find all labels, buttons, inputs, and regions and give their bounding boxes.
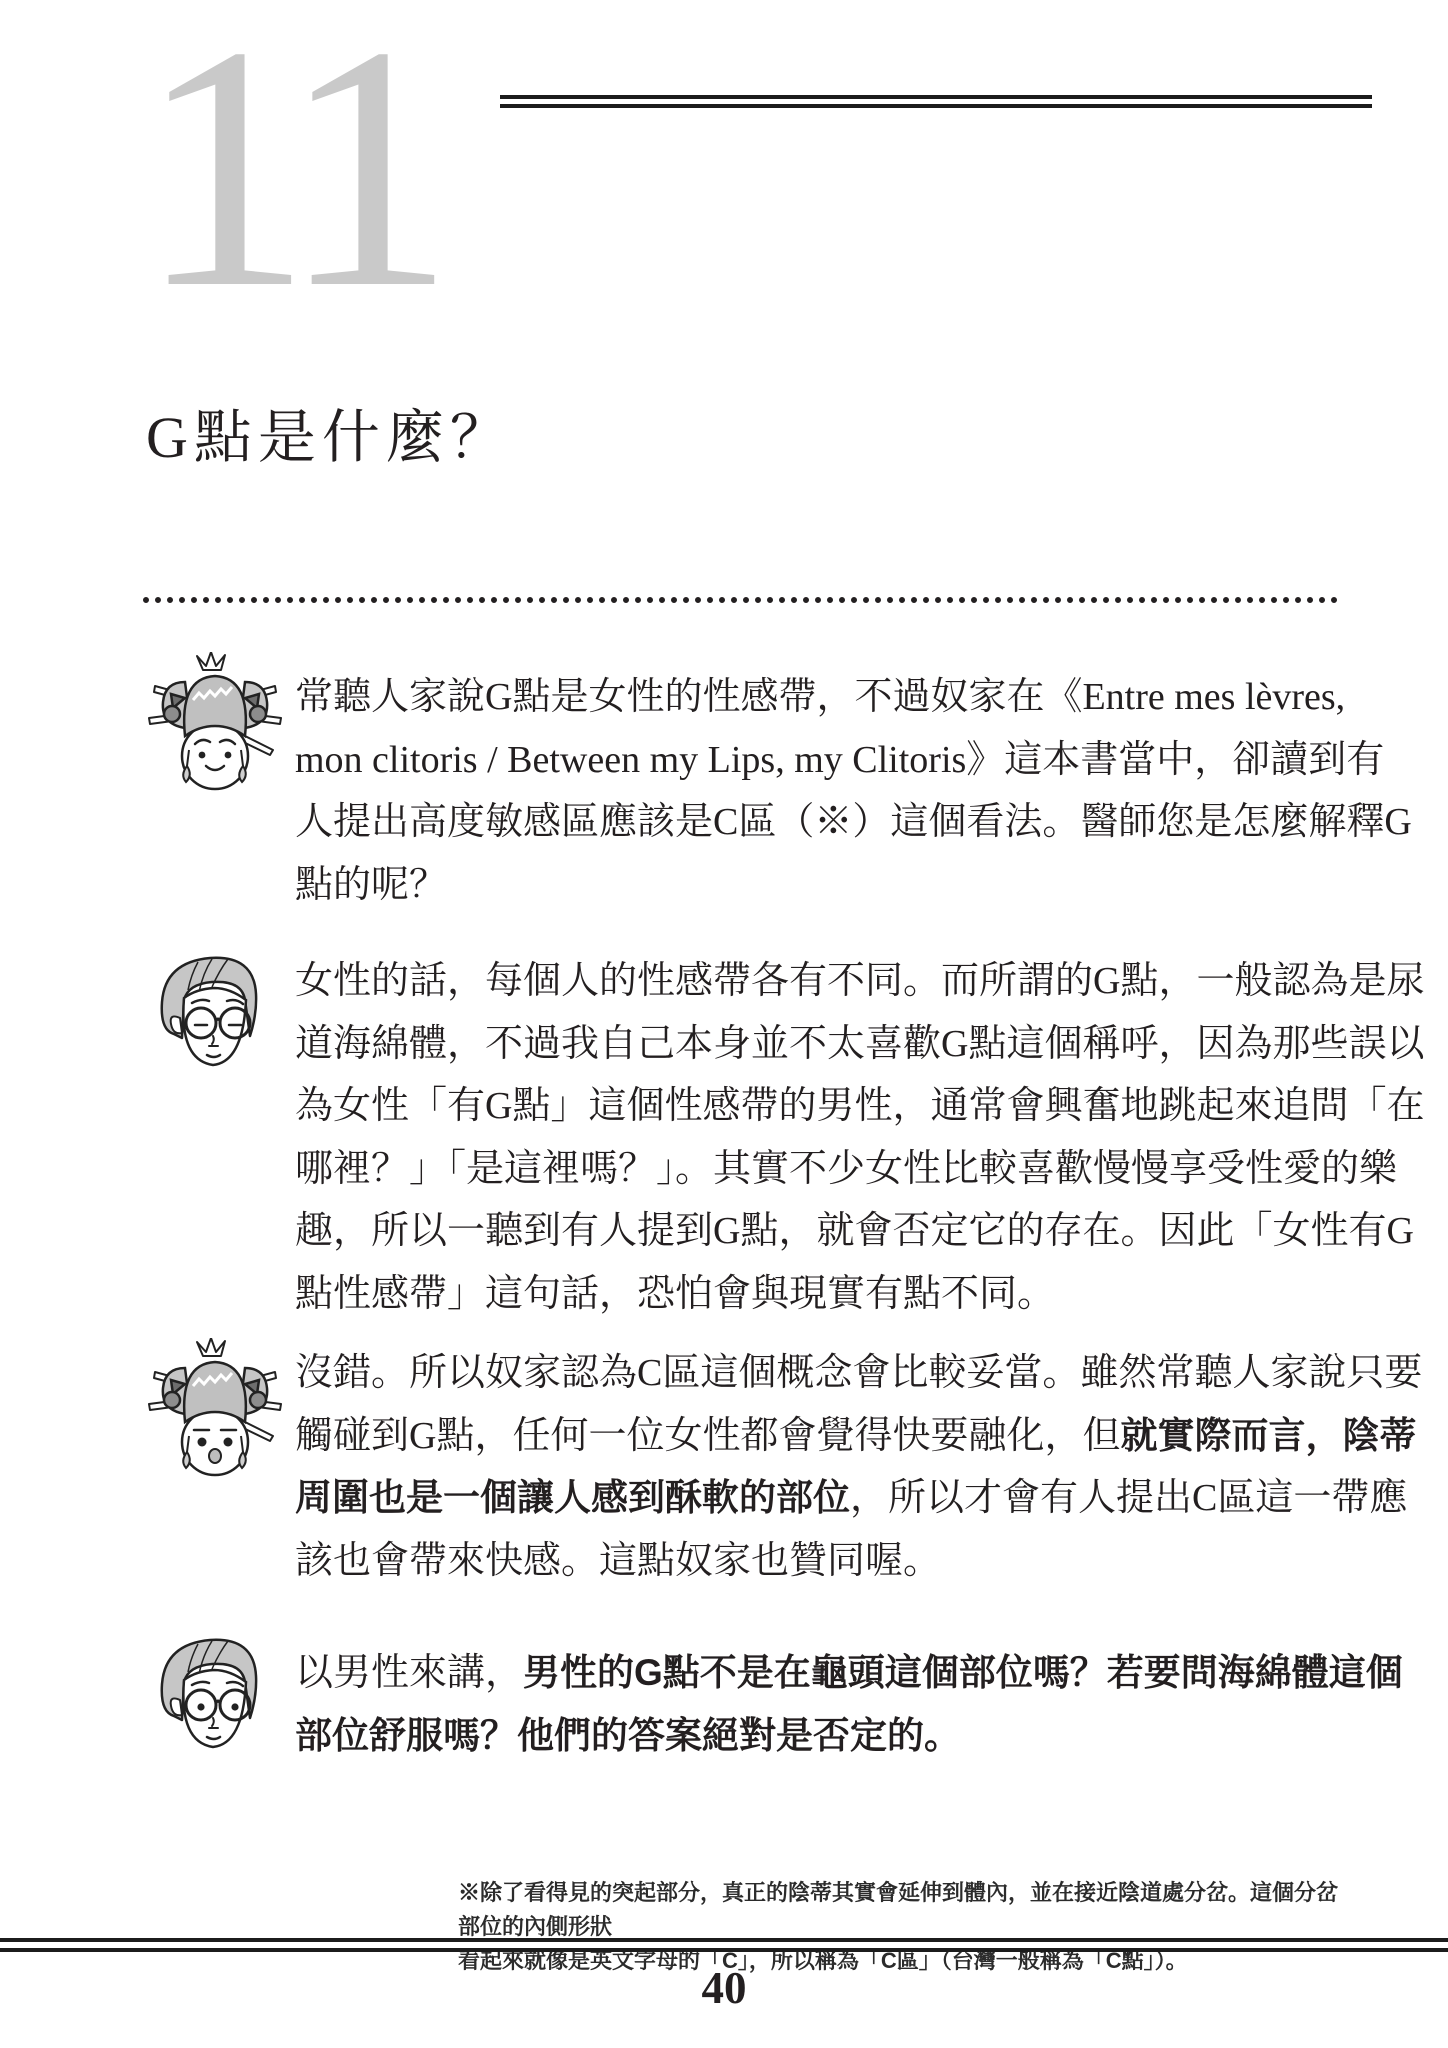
speech-text-bold: 就實際而言，陰蒂 xyxy=(1120,1414,1417,1456)
page-number: 40 xyxy=(701,1963,747,2013)
page-title: G點是什麼？ xyxy=(146,405,514,470)
speech-text: 女性的話，每個人的性感帶各有不同。而所謂的G點，一般認為是尿 xyxy=(295,960,1425,1002)
speech-q1 xyxy=(295,666,1412,916)
speech-line xyxy=(295,1200,1414,1263)
speech-line xyxy=(295,666,1346,729)
bottom-double-rule xyxy=(0,1938,1448,1952)
speech-line xyxy=(295,1342,1423,1405)
speech-text: 點的呢？ xyxy=(295,863,448,906)
speech-text: 常聽人家說G點是女性的性感帶，不過奴家在《Entre mes lèvres, xyxy=(295,676,1346,718)
speech-a2 xyxy=(295,1642,1403,1767)
doctor-closed-eyes-icon xyxy=(150,942,280,1092)
speech-text: 沒錯。所以奴家認為C區這個概念會比較妥當。雖然常聽人家說只要 xyxy=(295,1352,1423,1394)
footnote-line: 看起來就像是英文字母的「C」，所以稱為「C區」（台灣一般稱為「C點」）。 xyxy=(458,1948,1188,1973)
doctor-avatar xyxy=(150,1624,290,1779)
speech-line xyxy=(295,1013,1425,1076)
speech-line xyxy=(295,950,1425,1013)
speech-text: 點性感帶」這句話，恐怕會與現實有點不同。 xyxy=(295,1272,1056,1315)
oiran-avatar xyxy=(145,1338,285,1493)
speech-text: 人提出高度敏感區應該是C區（※）這個看法。醫師您是怎麼解釋G xyxy=(295,801,1412,843)
speech-line xyxy=(295,1467,1408,1530)
oiran-avatar xyxy=(145,652,285,807)
speech-text: 道海綿體，不過我自己本身並不太喜歡G點這個稱呼，因為那些誤以 xyxy=(295,1022,1425,1065)
speech-line xyxy=(295,1138,1398,1201)
speech-text-bold: 周圍也是一個讓人感到酥軟的部位 xyxy=(295,1477,850,1518)
speech-text: ，所以才會有人提出C區這一帶應 xyxy=(850,1477,1408,1519)
speech-line xyxy=(295,791,1412,854)
speech-text: 以男性來講， xyxy=(295,1652,524,1694)
speech-line xyxy=(295,1642,1403,1705)
doctor-avatar xyxy=(150,942,290,1097)
speech-text-bold: 男性的G點不是在龜頭這個部位嗎？若要問海綿體這個 xyxy=(523,1652,1403,1693)
speech-q2 xyxy=(295,1342,1423,1592)
oiran-smiling-icon xyxy=(145,652,285,802)
speech-text: 為女性「有G點」這個性感帶的男性，通常會興奮地跳起來追問「在 xyxy=(295,1085,1425,1127)
chapter-number: 11 xyxy=(138,0,438,360)
speech-text: 趣，所以一聽到有人提到G點，就會否定它的存在。因此「女性有G xyxy=(295,1210,1414,1252)
speech-line xyxy=(295,1405,1417,1468)
speech-text: 哪裡？」「是這裡嗎？」。其實不少女性比較喜歡慢慢享受性愛的樂 xyxy=(295,1147,1398,1190)
top-double-rule xyxy=(500,95,1372,108)
speech-text-bold: 部位舒服嗎？他們的答案絕對是否定的。 xyxy=(295,1714,961,1756)
speech-line xyxy=(295,1263,1340,1326)
footnote-line: ※除了看得見的突起部分，真正的陰蒂其實會延伸到體內，並在接近陰道處分岔。這個分岔部位的內側形狀 xyxy=(458,1880,1339,1939)
speech-text: 觸碰到G點，任何一位女性都會覺得快要融化，但 xyxy=(295,1414,1121,1457)
speech-a1 xyxy=(295,950,1425,1325)
oiran-surprised-icon xyxy=(145,1338,285,1488)
doctor-open-eyes-icon xyxy=(150,1624,280,1774)
speech-line xyxy=(295,1705,1340,1768)
speech-line xyxy=(295,1075,1425,1138)
speech-text: mon clitoris / Between my Lips, my Clitoris》這本書當中，卻讀到有 xyxy=(295,738,1385,781)
speech-line xyxy=(295,854,1340,917)
speech-text: 該也會帶來快感。這點奴家也贊同喔。 xyxy=(295,1539,942,1582)
speech-line xyxy=(295,729,1385,792)
speech-line xyxy=(295,1530,1340,1593)
dotted-divider xyxy=(143,597,1338,603)
